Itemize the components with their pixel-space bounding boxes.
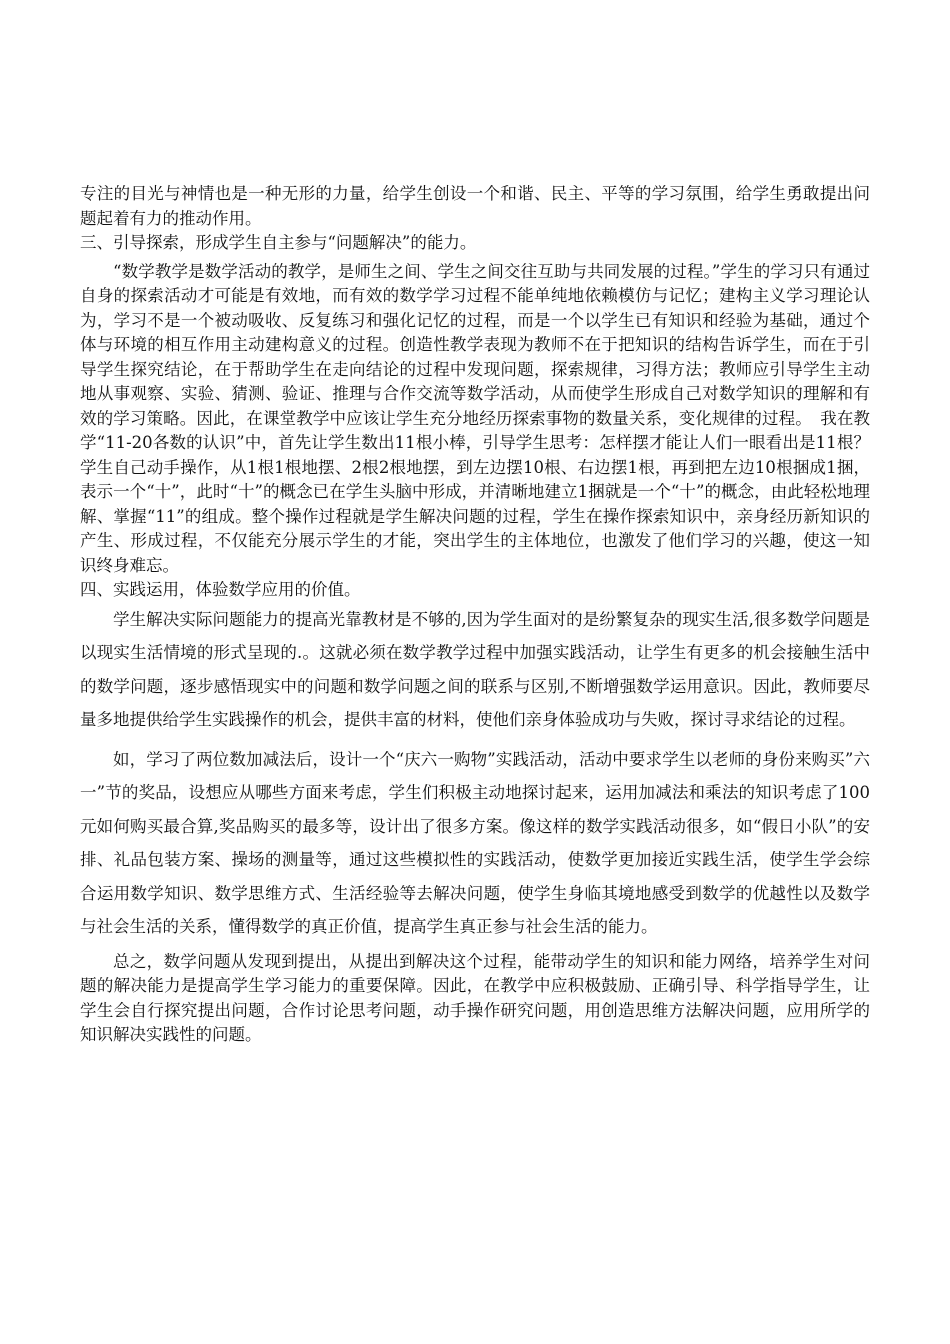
paragraph-section-3: “数学教学是数学活动的教学，是师生之间、学生之间交往互助与共同发展的过程。”学生的学习只有通过自身的探索活动才可能是有效地，而有效的数学学习过程不能单纯地依赖模仿与记忆；建构主义学习理论认为，学习不是一个被动吸收、反复练习和强化记忆的过程，而是一个以学生已有知识和经验为基础，通过个体与环境的相互作用主动建构意义的过程。创造性教学表现为教师不在于把知识的结构告诉学生，而在于引导学生探究结论，在于帮助学生在走向结论的过程中发现问题，探索规律，习得方法；教师应引导学生主动地从事观察、实验、猜测、验证、推理与合作交流等数学活动，从而使学生形成自己对数学知识的理解和有效的学习策略。因此，在课堂教学中应该让学生充分地经历探索事物的数量关系，变化规律的过程。 我在教学“11-20各数的认识”中，首先让学生数出11根小棒，引导学生思考：怎样摆才能让人们一眼看出是11根？学生自己动手操作，从1根1根地摆、2根2根地摆，到左边摆10根、右边摆1根，再到把左边10根捆成1捆，表示一个“十”，此时“十”的概念已在学生头脑中形成，并清晰地建立1捆就是一个“十”的概念，由此轻松地理解、掌握“11”的组成。整个操作过程就是学生解决问题的过程，学生在操作探索知识中，亲身经历新知识的产生、形成过程，不仅能充分展示学生的才能，突出学生的主体地位，也激发了他们学习的兴趣，使这一知识终身难忘。	[80, 261, 870, 575]
section-heading-4: 四、实践运用，体验数学应用的价值。	[80, 580, 361, 599]
paragraph-section-4a: 学生解决实际问题能力的提高光靠教材是不够的,因为学生面对的是纷繁复杂的现实生活,很多数学问题是以现实生活情境的形式呈现的.。这就必须在数学教学过程中加强实践活动，让学生有更多的机会接触生活中的数学问题，逐步感悟现实中的问题和数学问题之间的联系与区别,不断增强数学运用意识。因此，教师要尽量多地提供给学生实践操作的机会，提供丰富的材料，使他们亲身体验成功与失败，探讨寻求结论的过程。	[80, 609, 870, 729]
document-page	[80, 182, 870, 1048]
section-heading-3: 三、引导探索，形成学生自主参与“问题解决”的能力。	[80, 233, 477, 252]
paragraph-conclusion: 总之，数学问题从发现到提出，从提出到解决这个过程，能带动学生的知识和能力网络，培养学生对问题的解决能力是提高学生学习能力的重要保障。因此，在教学中应积极鼓励、正确引导、科学指导学生，让学生会自行探究提出问题，合作讨论思考问题，动手操作研究问题，用创造思维方法解决问题，应用所学的知识解决实践性的问题。	[80, 951, 870, 1044]
paragraph-section-4b: 如，学习了两位数加减法后，设计一个“庆六一购物”实践活动，活动中要求学生以老师的身份来购买”六一”节的奖品，设想应从哪些方面来考虑，学生们积极主动地探讨起来，运用加减法和乘法的知识考虑了100元如何购买最合算,奖品购买的最多等，设计出了很多方案。像这样的数学实践活动很多，如“假日小队”的安排、礼品包装方案、操场的测量等，通过这些模拟性的实践活动，使数学更加接近实践生活，使学生学会综合运用数学知识、数学思维方式、生活经验等去解决问题，使学生身临其境地感受到数学的优越性以及数学与社会生活的关系，懂得数学的真正价值，提高学生真正参与社会生活的能力。	[80, 749, 870, 936]
paragraph-continuation: 专注的目光与神情也是一种无形的力量，给学生创设一个和谐、民主、平等的学习氛围，给学生勇敢提出问题起着有力的推动作用。	[80, 184, 870, 228]
